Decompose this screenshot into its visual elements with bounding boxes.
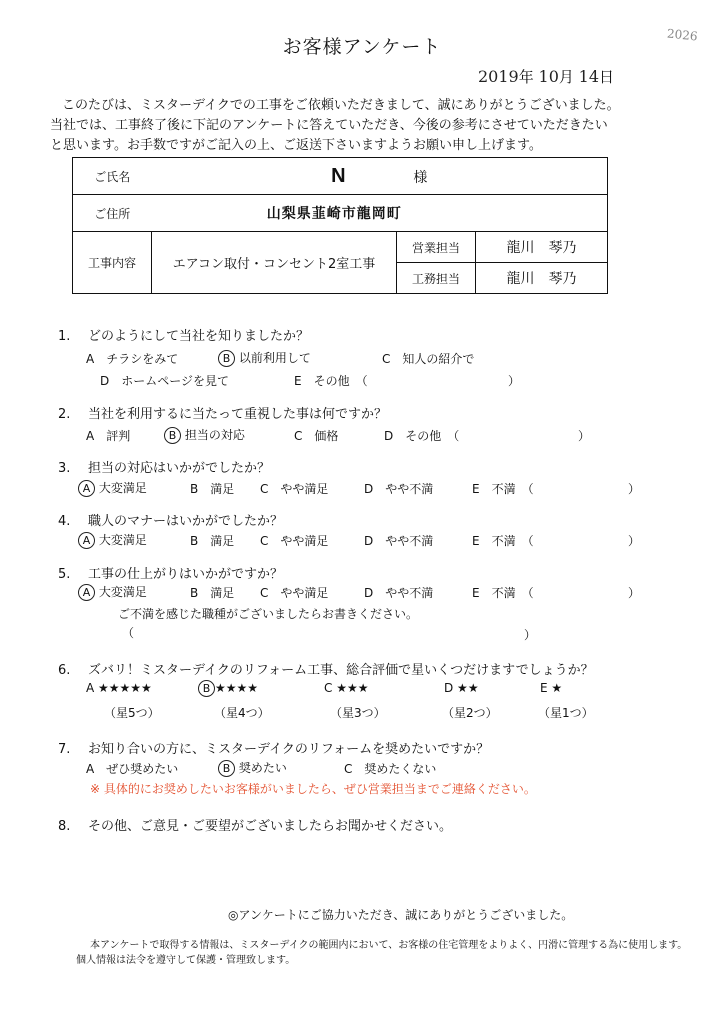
page-title: お客様アンケート [282, 36, 442, 58]
q7-option-a[interactable]: A ぜひ奨めたい [86, 762, 179, 776]
q1-option-b-label: 以前利用して [238, 351, 311, 365]
question-4 [58, 510, 283, 529]
q3-option-a[interactable] [78, 479, 147, 497]
date-day: 14 [578, 67, 600, 86]
q1-option-d[interactable]: D ホームページを見て [100, 374, 230, 388]
question-7 [58, 738, 489, 757]
address-label: ご住所 [73, 195, 152, 232]
q6-caption-4: （星4つ） [214, 706, 270, 720]
q1-num: 1. [58, 329, 71, 344]
q3-option-c[interactable]: C やや満足 [260, 482, 329, 496]
q6-option-e[interactable]: E ★ [540, 681, 563, 695]
name-cell [152, 158, 608, 195]
q3-option-d[interactable]: D やや不満 [364, 482, 434, 496]
name-suffix: 様 [413, 169, 428, 186]
intro-line-3: と思います。お手数ですがご記入の上、ご返送下さいますようお願い申し上げます。 [50, 138, 542, 153]
question-1 [58, 325, 309, 344]
q7-text: お知り合いの方に、ミスターデイクのリフォームを奨めたいですか？ [88, 742, 490, 757]
q4-text: 職人のマナーはいかがでしたか？ [88, 514, 284, 529]
q2-option-c[interactable]: C 価格 [294, 429, 339, 443]
eng-label: 工務担当 [397, 263, 476, 294]
q7-option-b-label: 奨めたい [238, 761, 287, 775]
q1-option-b[interactable] [218, 349, 311, 367]
q8-text: その他、ご意見・ご要望がございましたらお聞かせください。 [88, 819, 453, 834]
q1-option-a[interactable]: A チラシをみて [86, 352, 179, 366]
q2-option-d[interactable]: D その他 （ [384, 429, 460, 443]
work-label: 工事内容 [73, 232, 152, 294]
date-year: 2019 [478, 67, 519, 86]
date-month-unit: 月 [558, 68, 574, 86]
q7-option-c[interactable]: C 奨めたくない [344, 762, 437, 776]
address-text: 山梨県韮崎市龍岡町 [266, 206, 402, 222]
q6-caption-3: （星3つ） [330, 706, 386, 720]
selected-circle-mark: B [164, 427, 181, 444]
q6-option-b[interactable] [198, 680, 258, 697]
q2-num: 2. [58, 407, 71, 422]
q3-option-e[interactable]: E 不満 （ [472, 482, 534, 496]
question-3 [58, 457, 270, 476]
q4-option-d[interactable]: D やや不満 [364, 534, 434, 548]
customer-info-table [72, 157, 608, 294]
q1-option-c[interactable]: C 知人の紹介で [382, 352, 475, 366]
selected-circle-mark: A [78, 480, 95, 497]
sales-value: 龍川 琴乃 [476, 232, 608, 263]
date-year-unit: 年 [518, 68, 534, 86]
q5-paren-open[interactable]: （ [122, 626, 135, 640]
corner-handwritten-note: 2026 [666, 26, 699, 44]
q6-text: ズバリ！ミスターデイクのリフォーム工事、総合評価で星いくつだけますでしょうか？ [88, 663, 594, 678]
address-value [152, 195, 608, 232]
q2-paren-close: ） [578, 429, 591, 443]
q6-caption-2: （星2つ） [442, 706, 498, 720]
q5-option-b[interactable]: B 満足 [190, 586, 235, 600]
q5-option-e[interactable]: E 不満 （ [472, 586, 534, 600]
question-6 [58, 659, 594, 678]
date-month: 10 [538, 67, 559, 86]
survey-date [478, 66, 614, 87]
q4-option-b[interactable]: B 満足 [190, 534, 235, 548]
q6-option-d[interactable]: D ★★ [444, 681, 479, 695]
question-8 [58, 815, 452, 834]
q2-text: 当社を利用するに当たって重視した事は何ですか？ [88, 407, 388, 422]
name-value: N [331, 164, 346, 187]
q7-num: 7. [58, 742, 71, 757]
eng-value: 龍川 琴乃 [476, 263, 608, 294]
q3-option-b[interactable]: B 満足 [190, 482, 235, 496]
q8-num: 8. [58, 819, 71, 834]
name-label: ご氏名 [73, 158, 152, 195]
work-value: エアコン取付・コンセント2室工事 [152, 232, 397, 294]
q5-option-a-label: 大変満足 [98, 585, 147, 599]
selected-circle-mark: A [78, 532, 95, 549]
q6-caption-1: （星1つ） [538, 706, 594, 720]
q1-option-e[interactable]: E その他 （ [294, 374, 368, 388]
question-2 [58, 403, 387, 422]
q6-option-a[interactable]: A ★★★★★ [86, 681, 152, 695]
selected-circle-mark: A [78, 584, 95, 601]
date-day-unit: 日 [599, 68, 615, 86]
q5-paren-close-2: ） [524, 628, 537, 642]
q7-option-b[interactable] [218, 759, 287, 777]
q6-option-c[interactable]: C ★★★ [324, 681, 369, 695]
q2-option-b-label: 担当の対応 [184, 428, 245, 442]
q4-option-c[interactable]: C やや満足 [260, 534, 329, 548]
intro-line-2: 当社では、工事終了後に下記のアンケートに答えていただき、今後の参考にさせていただきたい [50, 118, 608, 133]
selected-circle-mark: B [218, 350, 235, 367]
q5-paren-close: ） [628, 586, 641, 600]
q5-text: 工事の仕上がりはいかがですか？ [88, 567, 284, 582]
question-5 [58, 563, 283, 582]
q5-option-d[interactable]: D やや不満 [364, 586, 434, 600]
sales-label: 営業担当 [397, 232, 476, 263]
q3-text: 担当の対応はいかがでしたか？ [88, 461, 271, 476]
q2-option-a[interactable]: A 評判 [86, 429, 131, 443]
q2-option-b[interactable] [164, 426, 245, 444]
q6-caption-5: （星5つ） [104, 706, 160, 720]
q1-paren-close: ） [508, 374, 521, 388]
q6-num: 6. [58, 663, 71, 678]
thanks-line: ◎アンケートにご協力いただき、誠にありがとうございました。 [228, 908, 574, 922]
q4-option-a[interactable] [78, 531, 147, 549]
q4-option-a-label: 大変満足 [98, 533, 147, 547]
selected-circle-mark: B [198, 680, 215, 697]
q4-num: 4. [58, 514, 71, 529]
intro-line-1: このたびは、ミスターデイクでの工事をご依頼いただきまして、誠にありがとうございました。 [62, 98, 620, 113]
q5-option-c[interactable]: C やや満足 [260, 586, 329, 600]
footer-line-1: 本アンケートで取得する情報は、ミスターデイクの範囲内において、お客様の住宅管理をよりよく、円滑に管理する為に使用します。 [90, 940, 688, 951]
q5-option-a[interactable] [78, 583, 147, 601]
q3-option-a-label: 大変満足 [98, 481, 147, 495]
q5-subprompt: ご不満を感じた職種がございましたらお書きください。 [118, 607, 419, 621]
q4-paren-close: ） [628, 534, 641, 548]
q5-num: 5. [58, 567, 71, 582]
selected-circle-mark: B [218, 760, 235, 777]
q7-red-note: ※ 具体的にお奨めしたいお客様がいましたら、ぜひ営業担当までご連絡ください。 [90, 782, 536, 796]
footer-line-2: 個人情報は法令を遵守して保護・管理致します。 [76, 955, 296, 966]
q6-option-b-stars: ★★★★ [215, 681, 259, 695]
q1-text: どのようにして当社を知りましたか？ [88, 329, 310, 344]
q3-paren-close: ） [628, 482, 641, 496]
intro-paragraph [50, 96, 620, 156]
q3-num: 3. [58, 461, 71, 476]
q4-option-e[interactable]: E 不満 （ [472, 534, 534, 548]
